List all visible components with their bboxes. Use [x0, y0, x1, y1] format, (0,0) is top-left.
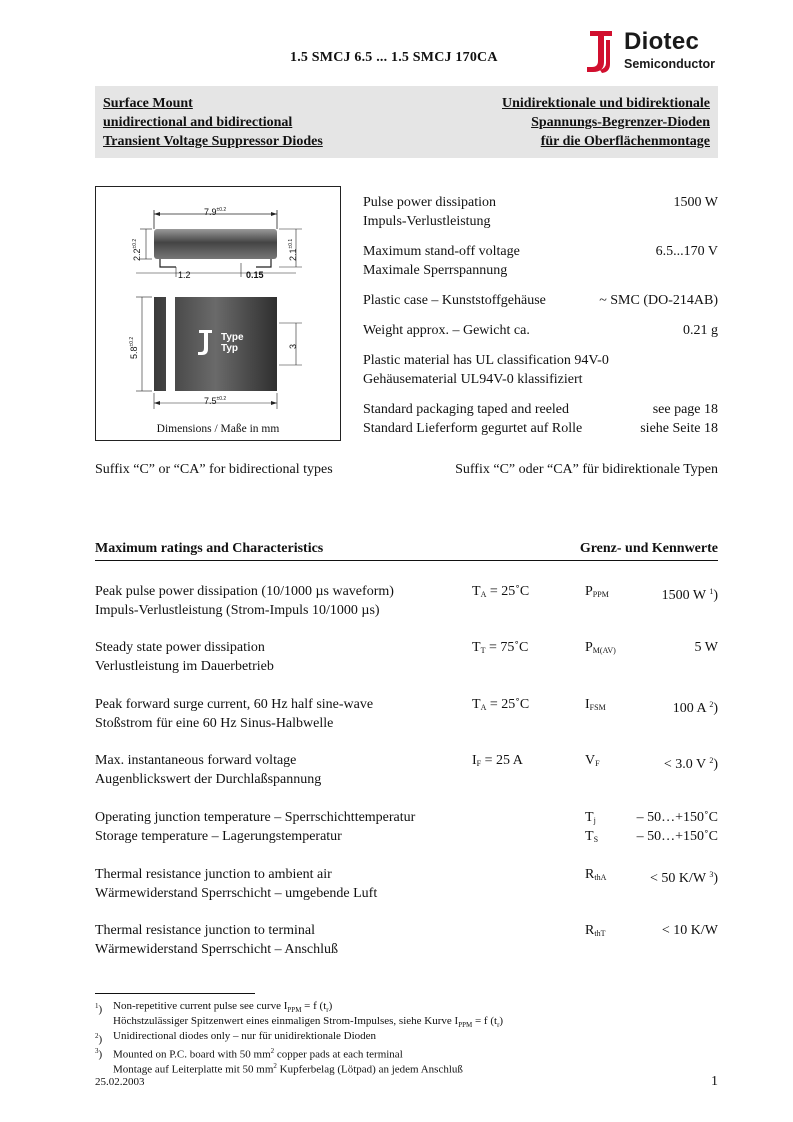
document-date: 25.02.2003: [95, 1076, 145, 1088]
diotec-logo: [584, 28, 724, 74]
spec-standoff-voltage: Maximum stand-off voltage 6.5...170 V Maximale Sperrspannung: [363, 244, 718, 278]
title-band: [95, 86, 718, 158]
band-right-line-3: für die Oberflächenmontage: [540, 134, 710, 149]
dim-bottom-width: $7.5^{\pm 0.2}$: [204, 396, 227, 406]
ratings-heading-en: Maximum ratings and Characteristics: [95, 541, 324, 556]
footnote-rule: [95, 993, 255, 994]
band-right-line-1: Unidirektionale und bidirektionale: [502, 96, 710, 111]
document-title: 1.5 SMCJ 6.5 ... 1.5 SMCJ 170CA: [290, 50, 498, 65]
brand-subtitle: Semiconductor: [624, 57, 715, 71]
spec-pulse-power: Pulse power dissipation 1500 W Impuls-Verlustleistung: [363, 195, 718, 229]
dim-pad-height: 3: [288, 343, 298, 349]
dim-top-width: $7.9^{\pm 0.2}$: [204, 207, 227, 217]
dim-left-height: $2.2^{\pm 0.2}$: [132, 238, 142, 261]
band-left-line-2: unidirectional and bidirectional: [103, 115, 293, 130]
dim-right-height: $2.1^{\pm 0.1}$: [288, 238, 298, 261]
band-left-line-1: Surface Mount: [103, 96, 193, 111]
spec-weight: Weight approx. – Gewicht ca. 0.21 g: [363, 323, 718, 338]
brand-name: Diotec: [624, 28, 700, 55]
spec-packaging: Standard packaging taped and reeled see page 18 Standard Lieferform gegurtet auf Rolle siehe Seite 18: [363, 402, 718, 436]
band-right-line-2: Spannungs-Begrenzer-Dioden: [531, 115, 710, 130]
package-outline-drawing: [96, 187, 340, 415]
type-marking-label: Type Typ: [221, 332, 244, 354]
drawing-caption: Dimensions / Maße in mm: [156, 423, 280, 435]
page-number: 1: [711, 1074, 718, 1089]
ratings-heading-de: Grenz- und Kennwerte: [579, 541, 718, 556]
ratings-heading-rule: [95, 560, 718, 561]
dimension-drawing: [95, 186, 341, 441]
dim-lead-thickness: 0.15: [246, 270, 264, 280]
band-left-line-3: Transient Voltage Suppressor Diodes: [103, 134, 323, 149]
suffix-note-en: Suffix “C” or “CA” for bidirectional types: [95, 462, 333, 477]
dim-body-height: $5.8^{\pm 0.2}$: [129, 336, 139, 359]
spec-ul-classification: Plastic material has UL classification 94V-0 Gehäusematerial UL94V-0 klassifiziert: [363, 353, 609, 387]
dim-lead-length: 1.2: [178, 270, 191, 280]
suffix-note-de: Suffix “C” oder “CA” für bidirektionale Typen: [455, 462, 718, 477]
diotec-logo-mark-icon: [584, 28, 618, 74]
spec-plastic-case: Plastic case – Kunststoffgehäuse ~ SMC (DO-214AB): [363, 293, 718, 308]
